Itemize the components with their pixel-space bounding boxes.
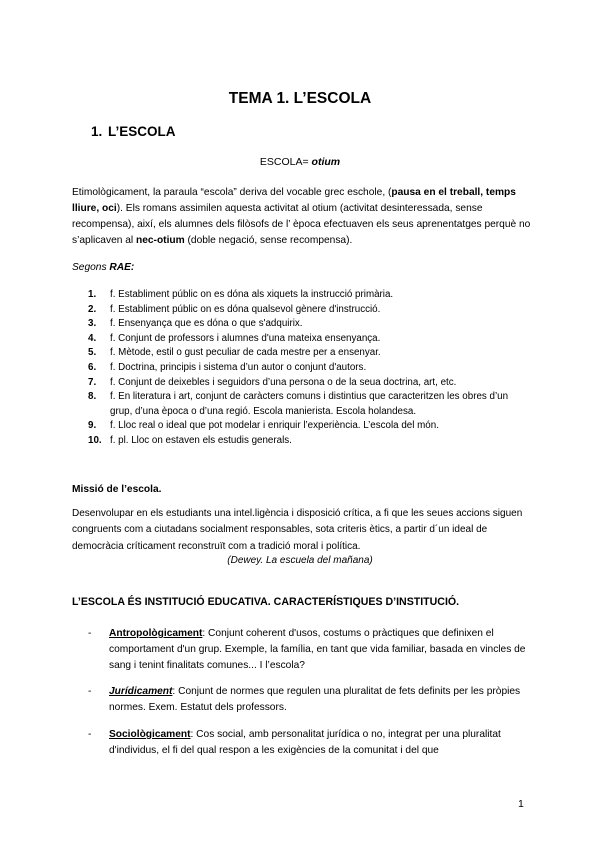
etymology-text-2: ). Els romans assimilen aquesta activitat al otium (activitat desinteressada, sense recompensa), així, els alumnes dels filòsofs de l’ època efectuaven els seus aprenentatges perquè no s’aplicaven al [72,203,531,246]
etymology-paragraph [72,185,532,249]
escola-prefix: ESCOLA= [259,156,309,168]
page-title: TEMA 1. L’ESCOLA [228,90,372,107]
segons-prefix: Segons [72,262,107,273]
definition-item [88,288,528,303]
section-heading [91,124,176,139]
institution-heading: L’ESCOLA ÉS INSTITUCIÓ EDUCATIVA. CARACTERÍSTIQUES D’INSTITUCIÓ. [72,596,460,608]
definition-item [88,434,528,449]
definition-number: 9. [88,420,97,432]
definition-number: 7. [88,376,97,388]
etymology-text-1: Etimològicament, la paraula “escola” deriva del vocable grec eschole, ( [72,187,392,198]
definition-number: 3. [88,318,97,330]
segons-source: RAE: [109,262,135,273]
section-number: 1. [91,124,103,139]
definition-item [88,303,528,318]
definition-number: 10. [88,434,102,446]
section-title: L’ESCOLA [108,124,176,139]
mission-paragraph: Desenvolupar en els estudiants una intel.ligència i disposició crítica, a fi que les seues accions siguen congruents com a ciutadans socialment responsables, sota criteris ètics, a partir d´un ideal de democràcia críticament reconstruït com a tradició moral i política. [72,508,523,552]
definition-item [88,390,528,419]
list-dash: - [88,686,92,697]
list-dash: - [88,628,92,639]
institution-item-anthropological [88,626,528,674]
item-text: : Cos social, amb personalitat jurídica o no, integrat per una pluralitat d'individus, el fi del qual respon a les exigències de la comunitat i del que [109,729,501,756]
definition-number: 5. [88,347,97,359]
definition-text: f. Ensenyança que es dóna o que s'adquirix. [110,318,303,330]
definition-number: 8. [88,391,97,403]
escola-term: otium [311,156,341,168]
escola-definition-line [0,156,600,168]
page-number: 1 [518,798,524,810]
definition-text: f. Doctrina, principis i sistema d’un autor o conjunt d'autors. [110,361,367,373]
definition-item [88,419,528,434]
etymology-bold-2: nec-otium [136,235,185,246]
institution-item-juridical [88,684,528,716]
definition-text: f. En literatura i art, conjunt de caràcters comuns i distintius que caracteritzen les obres d’un grup, d’una època o d’una regió. Escola manierista. Escola holandesa. [110,391,509,417]
definition-number: 2. [88,303,97,315]
item-term: Jurídicament [109,686,173,697]
definition-item [88,376,528,391]
definition-item [88,361,528,376]
definition-text: f. pl. Lloc on estaven els estudis generals. [110,434,292,446]
definition-text: f. Establiment públic on es dóna qualsevol gènere d'instrucció. [110,303,381,315]
item-text: : Conjunt de normes que regulen una pluralitat de fets definits per les pròpies normes. Exem. Estatut dels professors. [109,686,521,713]
definition-number: 1. [88,289,97,300]
definition-number: 4. [88,332,97,344]
definition-text: f. Establiment públic on es dóna als xiquets la instrucció primària. [110,289,394,300]
definition-item [88,346,528,361]
institution-item-sociological [88,727,528,759]
definition-item [88,332,528,347]
definitions-list [88,288,528,449]
definition-item [88,317,528,332]
item-text: : Conjunt coherent d'usos, costums o pràctiques que definixen el comportament d'un grup. Exemple, la família, en tant que vida familiar, basada en vincles de sang i tenint finalitats comunes... I l’escola? [109,628,526,671]
segons-rae-label [72,262,134,273]
etymology-text-3: (doble negació, sense recompensa). [184,235,353,246]
definition-text: f. Conjunt de professors i alumnes d'una mateixa ensenyança. [110,332,381,344]
mission-heading: Missió de l’escola. [72,484,162,495]
item-term: Antropològicament [109,628,203,639]
definition-number: 6. [88,361,97,373]
definition-text: f. Mètode, estil o gust peculiar de cada mestre per a ensenyar. [110,347,381,359]
etymology-bold-1: pausa en el treball, temps lliure, oci [72,187,516,214]
mission-citation: (Dewey. La escuela del mañana) [227,555,373,566]
definition-text: f. Lloc real o ideal que pot modelar i enriquir l’experiència. L’escola del món. [110,420,439,432]
item-term: Sociològicament [109,729,191,740]
definition-text: f. Conjunt de deixebles i seguidors d’una persona o de la seua doctrina, art, etc. [110,376,457,388]
list-dash: - [88,729,92,740]
